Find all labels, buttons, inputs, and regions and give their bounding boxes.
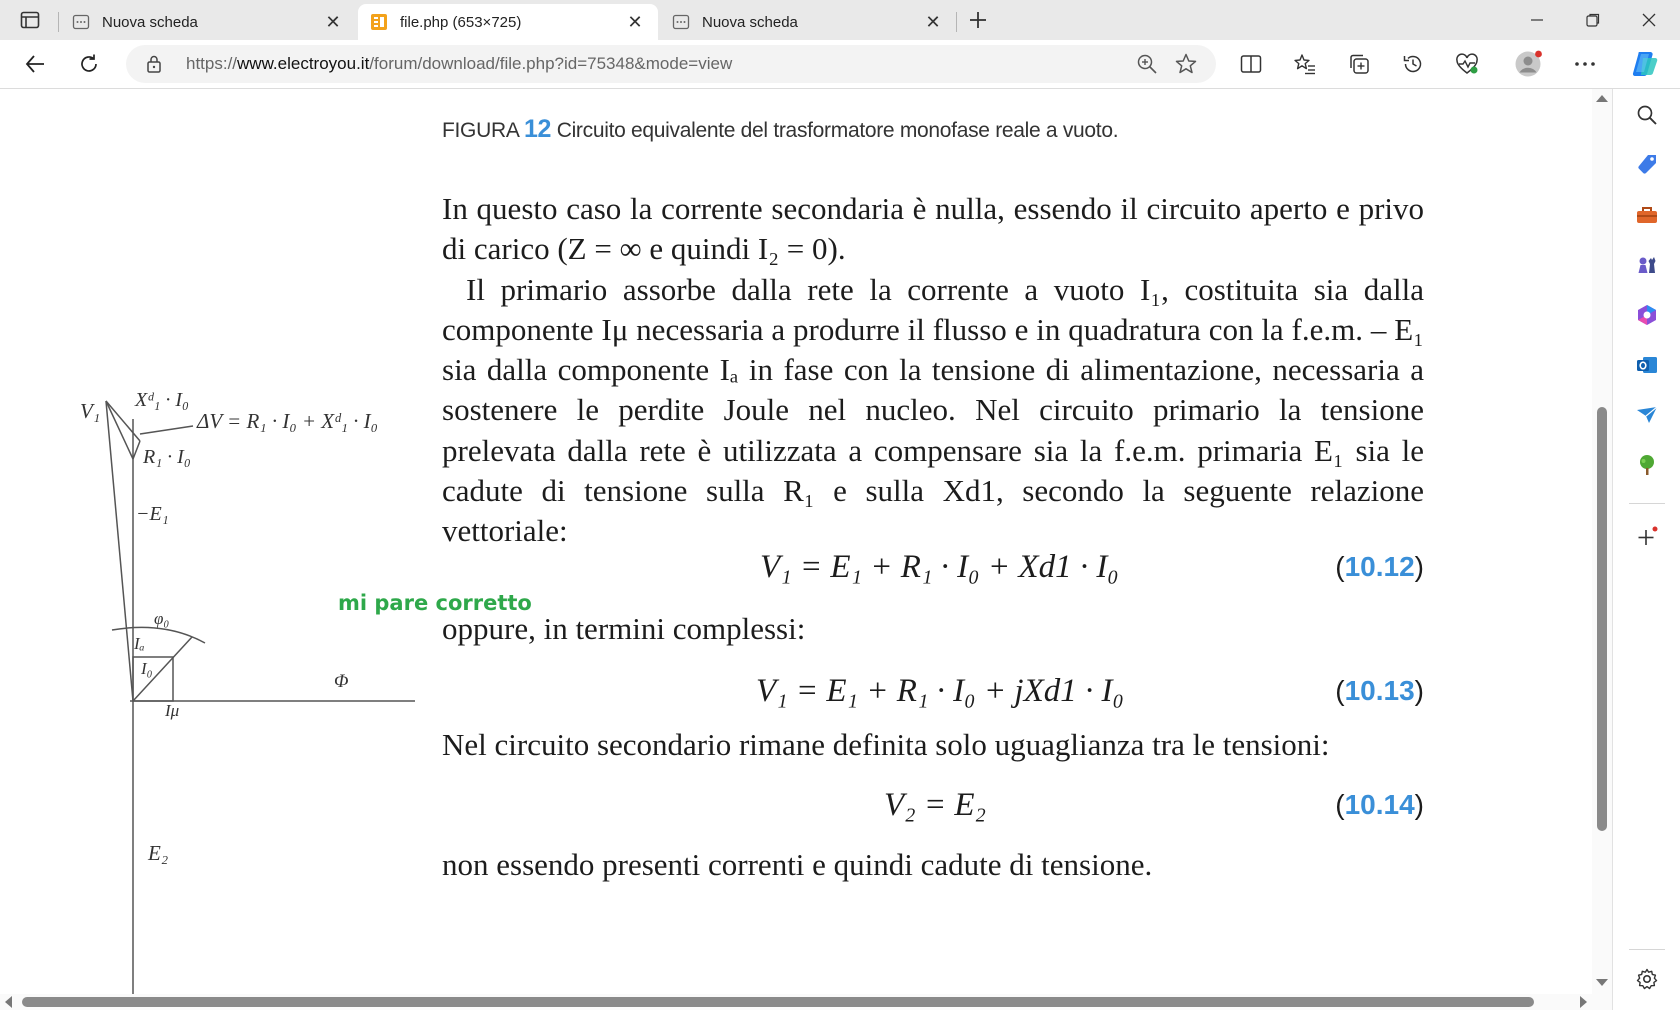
sidebar-tree-button[interactable]	[1631, 449, 1663, 481]
label-minus-e1: −E₁	[136, 503, 169, 525]
close-window-button[interactable]	[1622, 0, 1676, 40]
lock-icon[interactable]	[146, 55, 162, 73]
tab-file-php[interactable]	[358, 4, 658, 40]
microsoft-365-icon	[1635, 303, 1659, 327]
phasor-diagram	[60, 389, 480, 994]
sidebar-m365-button[interactable]	[1631, 299, 1663, 331]
tab-nuova-scheda-2[interactable]	[660, 4, 956, 40]
vertical-scroll-thumb[interactable]	[1597, 407, 1607, 831]
tab-actions-icon	[20, 11, 40, 29]
minimize-button[interactable]	[1510, 0, 1564, 40]
profile-button[interactable]	[1512, 48, 1546, 80]
avatar	[1514, 49, 1544, 79]
tab-separator	[956, 12, 957, 32]
url-domain: www.electroyou.it	[237, 54, 370, 73]
label-i0: I₀	[141, 659, 153, 678]
caption-number: 12	[523, 115, 552, 143]
equation-number: (10.12)	[1335, 551, 1424, 582]
sidebar-outlook-button[interactable]	[1631, 349, 1663, 381]
label-delta-v: ΔV = R₁ · I₀ + Xᵈ₁ · I₀	[197, 409, 378, 433]
delta-v-leader	[140, 426, 193, 434]
favorites-button[interactable]	[1288, 48, 1322, 80]
scroll-up-arrow-icon[interactable]	[1596, 95, 1608, 102]
tab-separator	[58, 12, 59, 32]
tab-title: Nuova scheda	[702, 13, 798, 31]
tab-strip	[0, 0, 1680, 40]
scroll-right-arrow-icon[interactable]	[1580, 996, 1587, 1008]
v1-vector	[106, 401, 133, 701]
page-content	[0, 89, 1612, 994]
equation-number-value: 10.14	[1344, 789, 1415, 820]
tree-icon	[1635, 453, 1659, 477]
horizontal-scrollbar[interactable]	[0, 994, 1612, 1010]
close-tab-icon[interactable]: ✕	[925, 11, 941, 32]
heart-pulse-icon	[1455, 53, 1479, 75]
send-paper-plane-icon	[1635, 404, 1659, 426]
secondary-circuit-line: Nel circuito secondario rimane definita solo uguaglianza tra le tensioni:	[442, 727, 1330, 762]
caption-text: Circuito equivalente del trasformatore monofase reale a vuoto.	[556, 119, 1119, 142]
caption-prefix: FIGURA	[442, 119, 519, 142]
browser-essentials-button[interactable]	[1450, 48, 1484, 80]
plus-icon	[1636, 526, 1658, 548]
label-e2: E₂	[148, 841, 169, 865]
new-tab-page-icon	[72, 13, 90, 31]
refresh-icon	[78, 53, 100, 75]
search-icon	[1636, 104, 1658, 126]
new-tab-page-icon	[672, 13, 690, 31]
chess-piece-icon	[1635, 253, 1659, 277]
url-path: /forum/download/file.php?id=75348&mode=view	[369, 54, 733, 73]
history-button[interactable]	[1396, 48, 1430, 80]
back-button[interactable]	[18, 48, 52, 80]
minimize-icon	[1530, 13, 1544, 27]
shopping-tag-icon	[1635, 153, 1659, 177]
equation-10-12: V₁ = E₁ + R₁ · I₀ + Xd1 · I₀	[760, 549, 1119, 585]
annotation-text: mi pare corretto	[338, 591, 532, 615]
sidebar-settings-button[interactable]	[1631, 963, 1663, 995]
final-line: non essendo presenti correnti e quindi cadute di tensione.	[442, 847, 1153, 882]
sidebar-search-button[interactable]	[1631, 99, 1663, 131]
collections-button[interactable]	[1342, 48, 1376, 80]
equation-10-13: V₁ = E₁ + R₁ · I₀ + jXd1 · I₀	[756, 673, 1124, 709]
tab-title: file.php (653×725)	[400, 13, 522, 31]
copilot-button[interactable]	[1628, 48, 1662, 80]
tab-title: Nuova scheda	[102, 13, 198, 31]
sidebar-separator	[1629, 949, 1665, 950]
sidebar-drop-button[interactable]	[1631, 399, 1663, 431]
collections-icon	[1348, 53, 1370, 75]
sidebar-tools-button[interactable]	[1631, 199, 1663, 231]
sidebar-add-button[interactable]	[1631, 521, 1663, 553]
horizontal-scroll-thumb[interactable]	[22, 997, 1534, 1007]
edge-sidebar	[1612, 89, 1680, 1010]
zoom-in-icon[interactable]	[1136, 53, 1158, 75]
close-tab-icon[interactable]: ✕	[325, 11, 341, 32]
arrow-left-icon	[24, 53, 46, 75]
label-r1-i0: R₁ · I₀	[143, 446, 191, 468]
refresh-button[interactable]	[72, 48, 106, 80]
navigation-toolbar	[0, 40, 1680, 89]
label-v1: V₁	[80, 399, 101, 423]
more-dots-icon	[1574, 61, 1596, 67]
scroll-down-arrow-icon[interactable]	[1596, 979, 1608, 986]
tab-actions-button[interactable]	[8, 5, 52, 35]
equation-number-value: 10.12	[1344, 551, 1415, 582]
outlook-icon	[1635, 353, 1659, 377]
history-icon	[1402, 53, 1424, 75]
oppure-line: oppure, in termini complessi:	[442, 611, 806, 646]
sidebar-shopping-button[interactable]	[1631, 149, 1663, 181]
label-ia: Iₐ	[134, 634, 145, 653]
restore-button[interactable]	[1566, 0, 1620, 40]
address-bar[interactable]	[126, 45, 1216, 83]
url-text[interactable]	[186, 54, 732, 74]
label-phi0: φ₀	[154, 609, 170, 628]
scroll-left-arrow-icon[interactable]	[5, 996, 12, 1008]
label-phi: Φ	[334, 671, 349, 692]
figure-caption	[442, 115, 1118, 144]
url-prefix: https://	[186, 54, 238, 73]
new-tab-button[interactable]	[962, 6, 994, 34]
equation-number: (10.13)	[1335, 675, 1424, 706]
gear-icon	[1636, 968, 1658, 990]
paragraph-text: Il primario assorbe dalla rete la corrente a vuoto I₁, costituita sia dalla componente Iμ necessaria a produrre il flusso e in quadratura con la f.e.m. – E₁ sia dalla componente Iₐ in fase con la tensione di alimentazione, necessaria a sostenere le perdite Joule nel nucleo. Nel circuito primario la tensione prelevata dalla rete è utilizzata a compensare sia la f.e.m. primaria E₁ sia le cadute di tensione sulla R₁ e sulla Xd1, secondo la seguente relazione vettoriale:	[442, 271, 1424, 549]
settings-and-more-button[interactable]	[1568, 48, 1602, 80]
file-favicon-icon	[370, 13, 388, 31]
toolbox-icon	[1635, 204, 1659, 226]
close-icon	[1642, 13, 1656, 27]
equation-number: (10.14)	[1335, 789, 1424, 820]
equation-10-14: V₂ = E₂	[884, 787, 987, 823]
vertical-scrollbar[interactable]	[1592, 89, 1612, 994]
split-screen-button[interactable]	[1234, 48, 1268, 80]
equation-number-value: 10.13	[1344, 675, 1415, 706]
sidebar-separator	[1629, 503, 1665, 504]
copilot-icon	[1630, 50, 1660, 78]
split-screen-icon	[1240, 54, 1262, 74]
paragraph-text: In questo caso la corrente secondaria è nulla, essendo il circuito aperto e privo di carico (Z = ∞ e quindi I₂ = 0).	[442, 191, 1424, 267]
paragraph-1	[442, 189, 1424, 552]
drop-triangle-side	[133, 441, 140, 459]
plus-icon	[968, 10, 988, 30]
favorites-list-icon	[1293, 53, 1317, 75]
favorite-star-icon[interactable]	[1174, 52, 1198, 76]
tab-nuova-scheda-1[interactable]	[60, 4, 356, 40]
label-xd1-i0: Xᵈ₁ · I₀	[135, 389, 189, 411]
close-tab-icon[interactable]: ✕	[627, 11, 643, 32]
label-imu: Iμ	[165, 701, 180, 720]
restore-icon	[1586, 13, 1600, 27]
sidebar-games-button[interactable]	[1631, 249, 1663, 281]
